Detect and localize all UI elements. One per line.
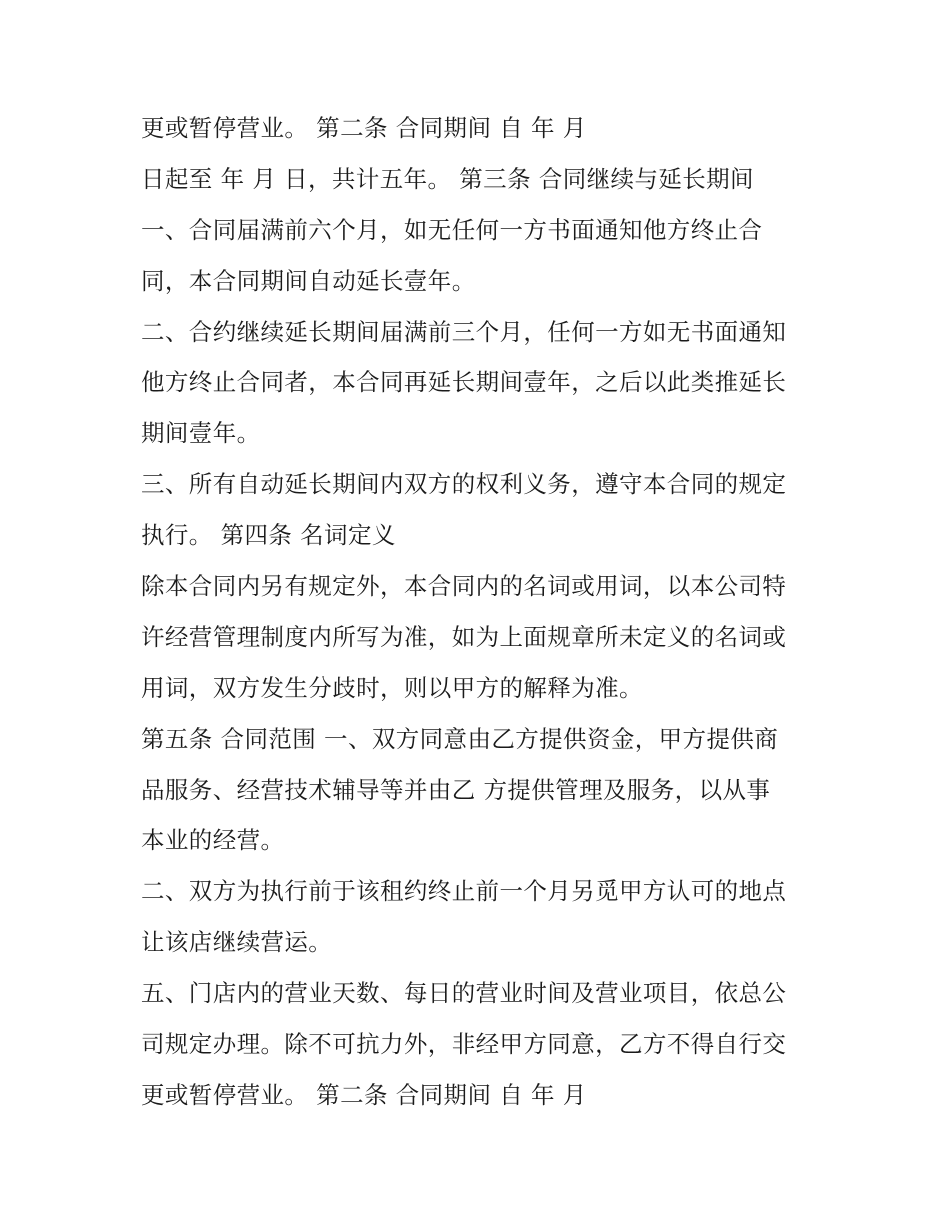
text-line: 本业的经营。 [141, 826, 285, 855]
text-line: 他方终止合同者，本合同再延长期间壹年，之后以此类推延长 [141, 368, 787, 397]
text-line: 期间壹年。 [141, 419, 261, 448]
text-line: 三、所有自动延长期间内双方的权利义务，遵守本合同的规定 [141, 470, 787, 499]
text-line: 更或暂停营业。 第二条 合同期间 自 年 月 [141, 1080, 587, 1109]
contract-text [141, 106, 821, 1124]
text-line: 司规定办理。除不可抗力外，非经甲方同意，乙方不得自行交 [141, 1030, 787, 1059]
text-line: 五、门店内的营业天数、每日的营业时间及营业项目，依总公 [141, 979, 787, 1008]
text-line: 一、合同届满前六个月，如无任何一方书面通知他方终止合 [141, 215, 763, 244]
text-line: 许经营管理制度内所写为准，如为上面规章所未定义的名词或 [141, 622, 787, 651]
text-line: 除本合同内另有规定外，本合同内的名词或用词，以本公司特 [141, 572, 787, 601]
text-line: 二、合约继续延长期间届满前三个月，任何一方如无书面通知 [141, 317, 787, 346]
text-line: 二、双方为执行前于该租约终止前一个月另觅甲方认可的地点 [141, 877, 787, 906]
text-line: 执行。 第四条 名词定义 [141, 521, 396, 550]
text-line: 用词，双方发生分歧时，则以甲方的解释为准。 [141, 673, 643, 702]
text-line: 品服务、经营技术辅导等并由乙 方提供管理及服务，以从事 [141, 775, 771, 804]
text-line: 第五条 合同范围 一、双方同意由乙方提供资金，甲方提供商 [141, 724, 779, 753]
text-line: 同，本合同期间自动延长壹年。 [141, 266, 476, 295]
text-line: 更或暂停营业。 第二条 合同期间 自 年 月 [141, 114, 587, 142]
text-line: 让该店继续营运。 [141, 928, 333, 957]
text-line: 日起至 年 月 日，共计五年。 第三条 合同继续与延长期间 [141, 164, 754, 193]
